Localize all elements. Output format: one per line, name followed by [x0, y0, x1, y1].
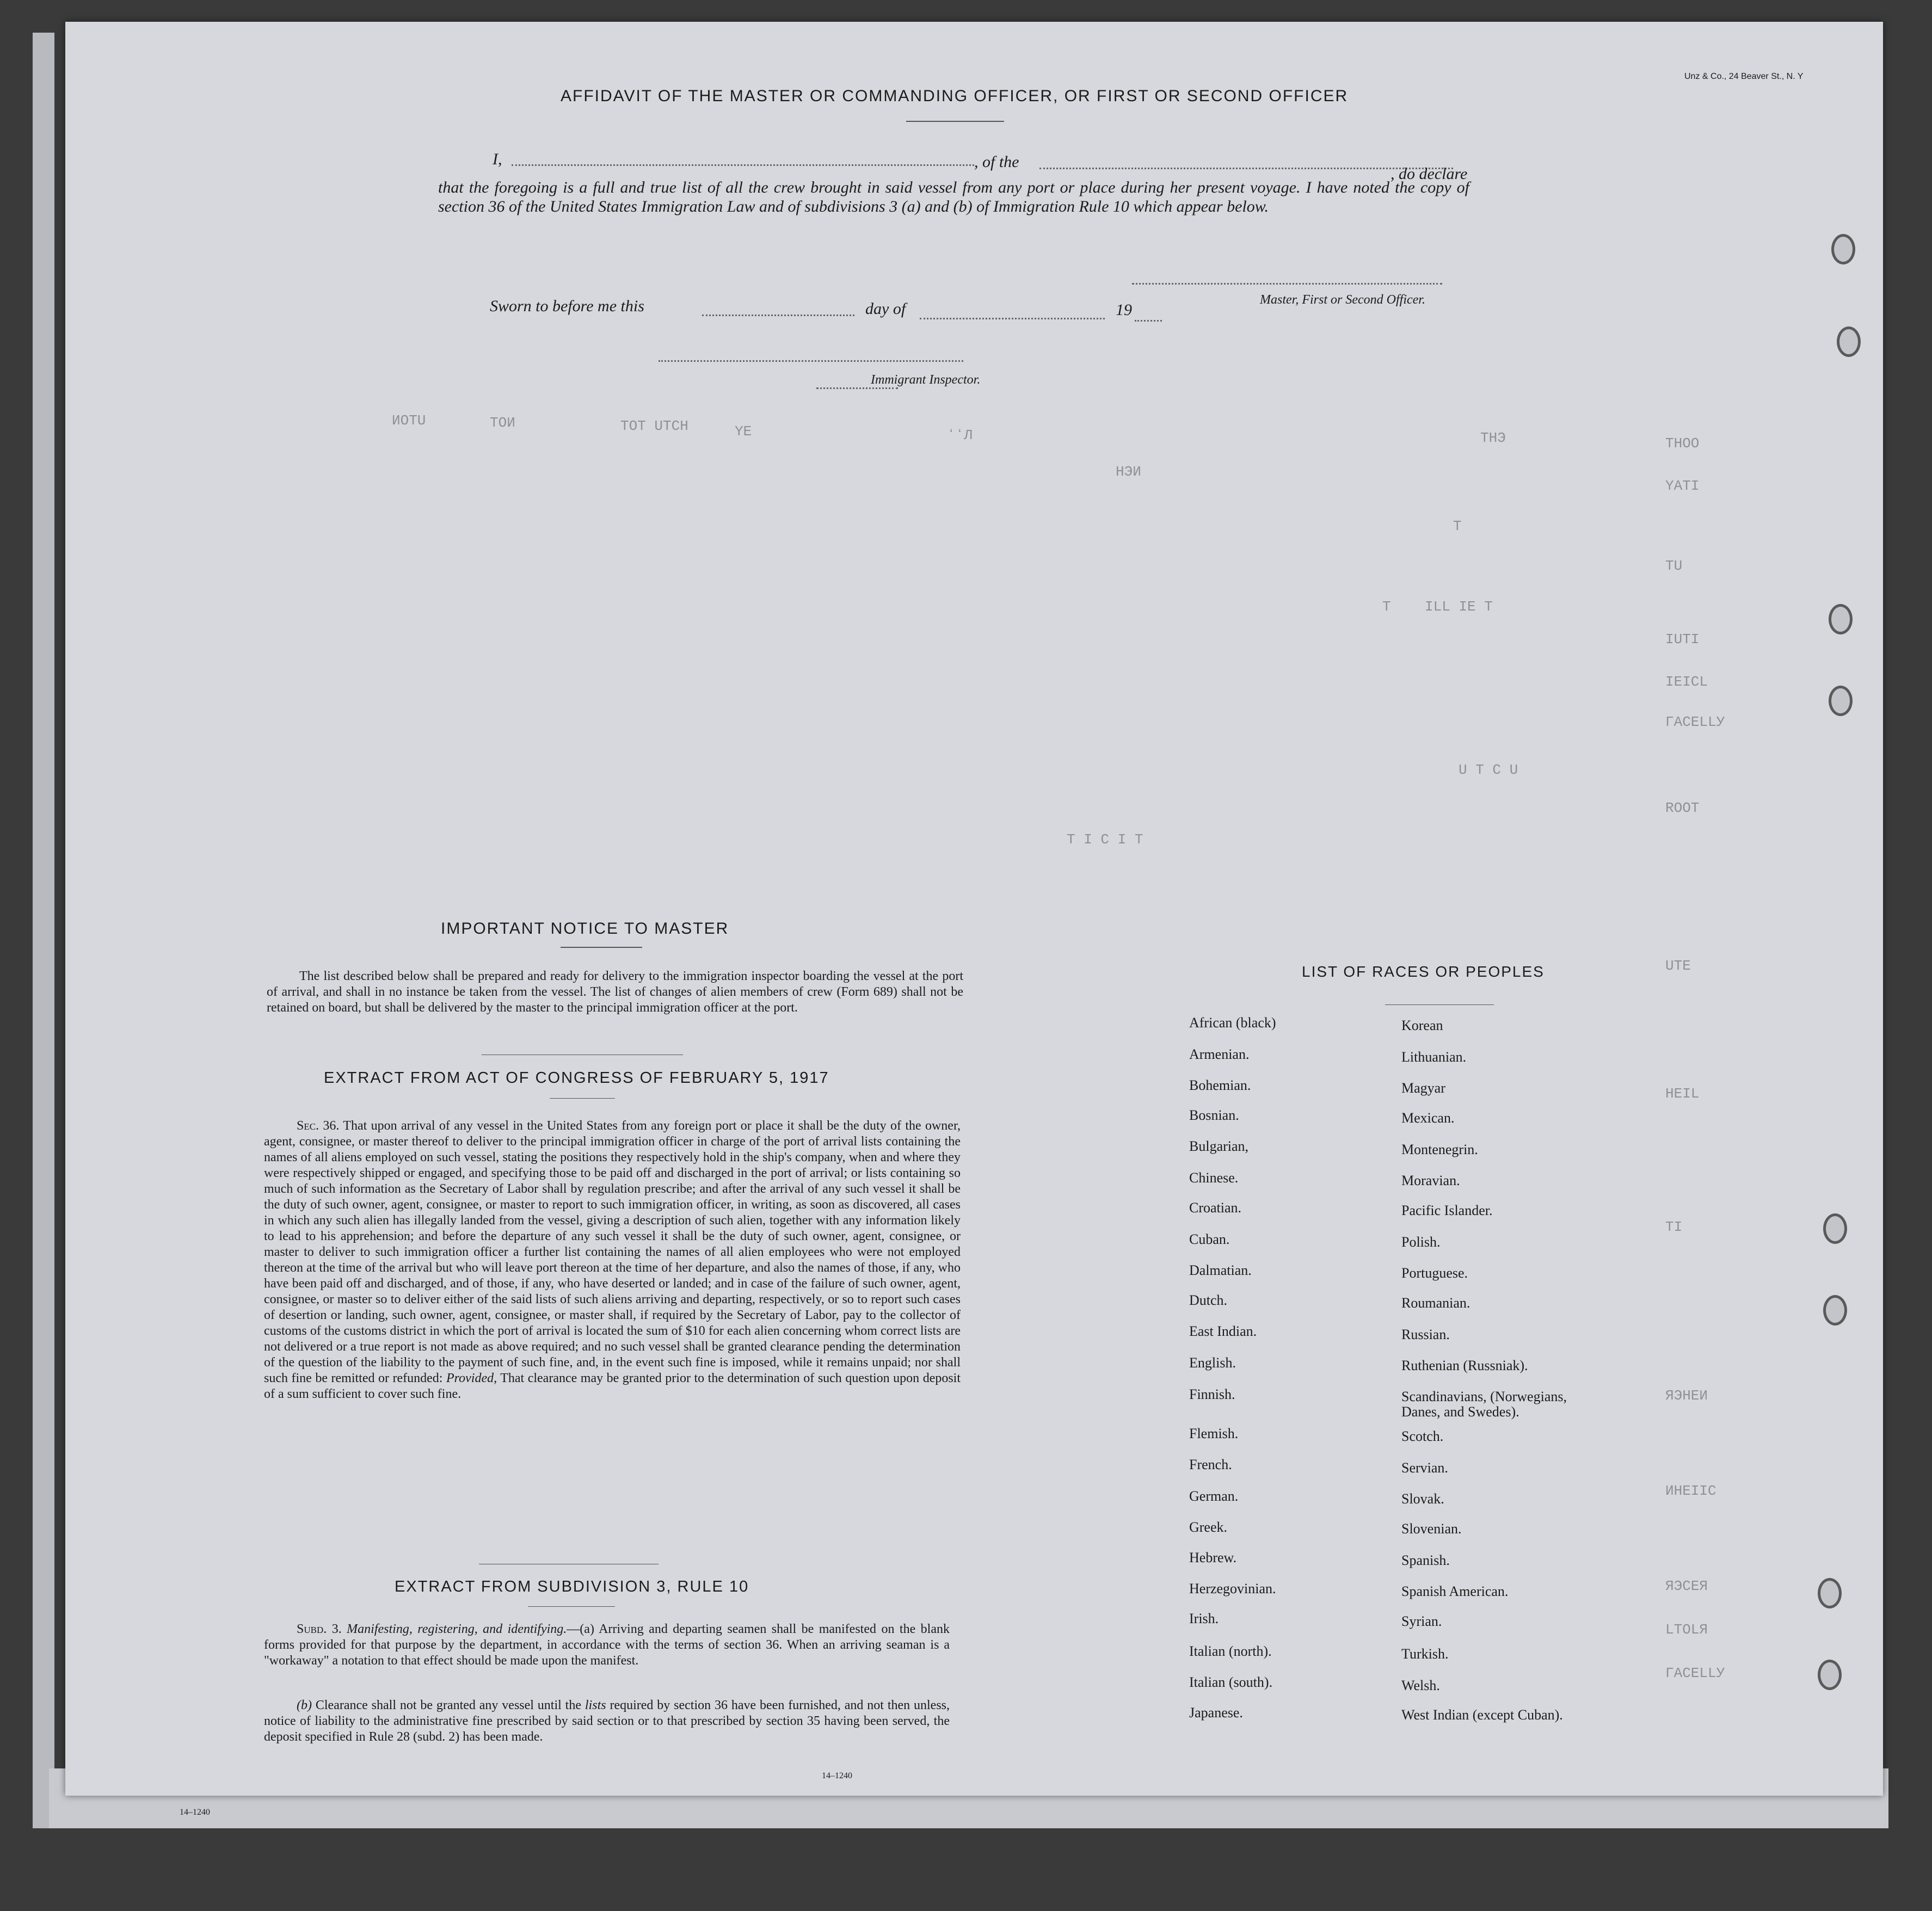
- showthrough-text: HЭИ: [1116, 464, 1141, 480]
- showthrough-text: YE: [735, 423, 752, 440]
- race-list-item: Japanese.: [1189, 1705, 1243, 1721]
- affidavit-body: that the foregoing is a full and true list of all the crew brought in said vessel from any port or place during her present voyage. I have noted the copy of section 36 of the United States Immigration Law and of subdivisions 3 (a) and (b) of Immigration Rule 10 which appear below.: [438, 178, 1469, 215]
- rule-subd-3a: [264, 1622, 950, 1669]
- binding-hole: [1818, 1660, 1842, 1690]
- affidavit-i-label: I,: [493, 150, 502, 168]
- race-list-item: Welsh.: [1401, 1678, 1440, 1693]
- race-list-item: Spanish.: [1401, 1552, 1450, 1568]
- sworn-month-field[interactable]: [920, 318, 1105, 319]
- showthrough-text: TОТ UTCH: [620, 418, 688, 434]
- race-list-item: Pacific Islander.: [1401, 1203, 1493, 1218]
- race-list-item: Herzegovinian.: [1189, 1581, 1276, 1596]
- inspector-leader-dots: [816, 387, 898, 389]
- year-label: 19: [1116, 301, 1132, 319]
- rule-subd-3b: [264, 1698, 950, 1745]
- race-list-item: Russian.: [1401, 1327, 1450, 1342]
- race-list-item: Chinese.: [1189, 1170, 1239, 1186]
- subd-heading: Manifesting, registering, and identifying.: [347, 1622, 567, 1636]
- race-list-item: Magyar: [1401, 1080, 1445, 1096]
- showthrough-text: ГАСЕLLУ: [1665, 1665, 1725, 1681]
- race-list-item: Korean: [1401, 1018, 1443, 1033]
- binding-hole: [1823, 1213, 1847, 1244]
- showthrough-text: T: [1453, 518, 1462, 534]
- act-section-36: [264, 1118, 961, 1402]
- race-list-item: Armenian.: [1189, 1046, 1250, 1062]
- binding-hole: [1831, 234, 1855, 264]
- inspector-label: Immigrant Inspector.: [871, 373, 981, 387]
- race-list-item: Mexican.: [1401, 1110, 1455, 1126]
- race-list-item: Spanish American.: [1401, 1583, 1509, 1599]
- race-list-item: Slovenian.: [1401, 1521, 1462, 1537]
- act-section-text: That upon arrival of any vessel in the United States from any foreign port or place it shall be the duty of the owner, agent, consignee, or master thereof to deliver to the principal immigration officer in charge of the port of arrival lists containing the names of all aliens employed on such vessel, stating the positions they respectively hold in the ship's company, when and where they were respectively shipped or engaged, and specifying those to be paid off and discharged in the port of arrival; or lists containing so much of such information as the Secretary of Labor shall by regulation prescribe; and after the arrival of any such vessel it shall be the duty of such owner, agent, consignee, or master to report to such immigration officer, in writing, as soon as discovered, all cases in which any such alien has illegally landed from the vessel, giving a description of such alien, together with any information likely to lead to his apprehension; and before the departure of any such vessel it shall be the duty of such owner, agent, consignee, or master to deliver to such immigration officer a further list containing the names of all alien employees who were not employed thereon at the time of the arrival but who will leave port thereon at the time of her departure, and also the names of those, if any, who have been paid off and discharged, and of those, if any, who have deserted or landed; and in case of the failure of such owner, agent, consignee, or master so to deliver either of the said lists of such aliens arriving and departing, respectively, or so to report such cases of desertion or landing, such owner, agent, consignee, or master shall, if required by the Secretary of Labor, pay to the collector of customs of the customs district in which the port of arrival is located the sum of $10 for each alien concerning whom correct lists are not delivered or a true report is not made as above required; and no such vessel shall be granted clearance pending the determination of the question of the liability to the payment of such fine, and, in the event such fine is imposed, while it remains unpaid; nor shall such fine be remitted or refunded:: [264, 1119, 961, 1385]
- showthrough-text: ЯЭHEИ: [1665, 1388, 1708, 1404]
- race-list-item: Irish.: [1189, 1611, 1219, 1626]
- sworn-day-field[interactable]: [702, 315, 854, 316]
- affidavit-of-the-label: , of the: [974, 153, 1019, 171]
- para-b-lists: lists: [584, 1698, 606, 1712]
- subd-label: Subd. 3.: [297, 1622, 342, 1636]
- race-list-item: Ruthenian (Russniak).: [1401, 1358, 1528, 1373]
- binding-hole: [1829, 604, 1853, 634]
- showthrough-text: T I C I T: [1067, 831, 1143, 848]
- race-list-item: Italian (south).: [1189, 1674, 1273, 1690]
- master-name-field[interactable]: [512, 164, 974, 166]
- race-list-item: English.: [1189, 1355, 1236, 1371]
- races-title: LIST OF RACES OR PEOPLES: [1302, 963, 1545, 980]
- race-list-item: Syrian.: [1401, 1613, 1442, 1629]
- race-list-item: Roumanian.: [1401, 1295, 1470, 1311]
- race-list-item: Dutch.: [1189, 1292, 1228, 1308]
- showthrough-text: HEIL: [1665, 1086, 1700, 1102]
- form-number: 14–1240: [822, 1771, 852, 1780]
- showthrough-text: TI: [1665, 1219, 1683, 1235]
- inspector-signature-field[interactable]: [659, 360, 963, 362]
- affidavit-title: AFFIDAVIT OF THE MASTER OR COMMANDING OFFICER, OR FIRST OR SECOND OFFICER: [561, 87, 1349, 105]
- race-list-item: Bulgarian,: [1189, 1138, 1249, 1154]
- showthrough-text: ГАСЕLLУ: [1665, 714, 1725, 730]
- showthrough-text: YATI: [1665, 478, 1700, 494]
- race-list-item: Moravian.: [1401, 1173, 1460, 1188]
- showthrough-text: IEICL: [1665, 674, 1708, 690]
- race-list-item: German.: [1189, 1488, 1239, 1504]
- race-list-item: Slovak.: [1401, 1491, 1444, 1507]
- race-list-item: Turkish.: [1401, 1646, 1449, 1662]
- binding-hole: [1829, 686, 1853, 716]
- showthrough-text: IUTI: [1665, 631, 1700, 648]
- race-list-item: African (black): [1189, 1015, 1276, 1031]
- race-list-item: Polish.: [1401, 1234, 1441, 1250]
- race-list-item: Scandinavians, (Norwegians, Danes, and Swedes).: [1401, 1389, 1567, 1420]
- act-proviso-word: Provided,: [446, 1371, 497, 1385]
- showthrough-text: ИHEIIC: [1665, 1483, 1716, 1499]
- printer-imprint: Unz & Co., 24 Beaver St., N. Y: [1684, 72, 1804, 81]
- race-list-item: French.: [1189, 1457, 1232, 1472]
- title-divider: [906, 121, 1004, 122]
- subd-para-a: —(a) Arriving and departing seamen shall be manifested on the blank forms provided for that purpose by the department, in accordance with the terms of section 36. When an arriving seaman is a "workaway" a notation to that effect should be made upon the manifest.: [264, 1622, 950, 1668]
- showthrough-text: ТОИ: [490, 415, 515, 431]
- race-list-item: Italian (north).: [1189, 1643, 1272, 1659]
- race-list-item: Finnish.: [1189, 1386, 1235, 1402]
- rule-extract-title: EXTRACT FROM SUBDIVISION 3, RULE 10: [395, 1578, 749, 1595]
- race-list-item: Servian.: [1401, 1460, 1448, 1476]
- race-list-item: Portuguese.: [1401, 1265, 1468, 1281]
- showthrough-text: TU: [1665, 558, 1683, 574]
- race-list-item: Bosnian.: [1189, 1107, 1239, 1123]
- act-section-label: Sec. 36.: [297, 1119, 340, 1133]
- binding-hole: [1823, 1295, 1847, 1326]
- race-list-item: Croatian.: [1189, 1200, 1242, 1216]
- race-list-item: Flemish.: [1189, 1426, 1239, 1441]
- act-proviso-text: That clearance may be granted prior to the determination of such question upon deposit of a sum sufficient to cover such fine.: [264, 1371, 961, 1401]
- showthrough-text: THOO: [1665, 435, 1700, 452]
- race-list-item: Montenegrin.: [1401, 1142, 1478, 1157]
- para-b-label: (b): [297, 1698, 312, 1712]
- affidavit-do-declare: , do declare: [1390, 165, 1468, 183]
- rule-divider: [528, 1606, 615, 1607]
- notice-text: The list described below shall be prepared and ready for delivery to the immigration inspector boarding the vessel at the port of arrival, and shall in no instance be taken from the vessel. The list of changes of alien members of crew (Form 689) shall not be retained on board, but shall be delivered by the master to the principal immigration officer at the port.: [267, 969, 963, 1015]
- showthrough-text: ЯЭCEЯ: [1665, 1578, 1708, 1594]
- sworn-year-field[interactable]: [1135, 320, 1162, 322]
- showthrough-text: U T C U: [1459, 762, 1518, 778]
- page-edge-shadow: [33, 33, 54, 1828]
- act-extract-title: EXTRACT FROM ACT OF CONGRESS OF FEBRUARY 5, 1917: [324, 1069, 829, 1087]
- race-list-item: Cuban.: [1189, 1231, 1230, 1247]
- showthrough-text: TНЭ: [1480, 430, 1506, 446]
- document-page: [65, 22, 1883, 1796]
- officer-signature-field[interactable]: [1132, 283, 1442, 285]
- showthrough-text: ИОТU: [392, 412, 426, 429]
- act-divider: [550, 1098, 615, 1099]
- underlying-form-number: 14–1240: [180, 1808, 210, 1817]
- race-list-item: Dalmatian.: [1189, 1262, 1252, 1278]
- binding-hole: [1818, 1578, 1842, 1608]
- race-list-item: Greek.: [1189, 1519, 1228, 1535]
- showthrough-text: LTOLЯ: [1665, 1622, 1708, 1638]
- sworn-label: Sworn to before me this: [490, 297, 644, 315]
- race-list-item: Scotch.: [1401, 1428, 1444, 1444]
- race-list-item: Hebrew.: [1189, 1550, 1237, 1565]
- race-list-item: East Indian.: [1189, 1323, 1257, 1339]
- showthrough-text: ROOT: [1665, 800, 1700, 816]
- signature-label: Master, First or Second Officer.: [1260, 293, 1425, 307]
- day-of-label: day of: [865, 300, 906, 318]
- race-list-item: Bohemian.: [1189, 1077, 1251, 1093]
- showthrough-text: UTE: [1665, 958, 1691, 974]
- showthrough-text: ʻʻЛ: [947, 427, 973, 443]
- notice-title: IMPORTANT NOTICE TO MASTER: [441, 920, 729, 938]
- para-b-text-2: required by section 36 have been furnished, and not then unless, notice of liability to the administrative fine prescribed by said section or to that prescribed by section 35 having been served, the deposit specified in Rule 28 (subd. 2) has been made.: [264, 1698, 950, 1744]
- races-divider: [1385, 1004, 1494, 1005]
- showthrough-text: T ILL IE T: [1382, 599, 1493, 615]
- race-list-item: Lithuanian.: [1401, 1049, 1467, 1065]
- binding-hole: [1837, 326, 1861, 357]
- para-b-text-1: Clearance shall not be granted any vessel until the: [315, 1698, 582, 1712]
- notice-divider: [561, 947, 642, 948]
- race-list-item: West Indian (except Cuban).: [1401, 1707, 1563, 1723]
